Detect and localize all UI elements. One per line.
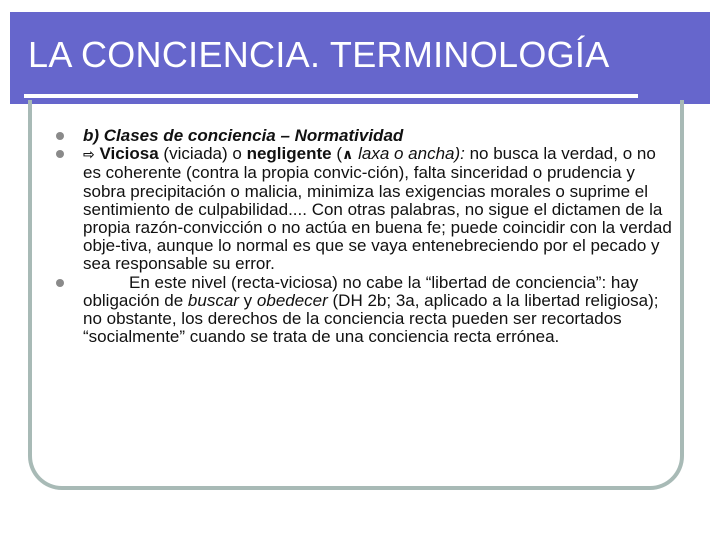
arrow-symbol-icon: ⇨ [83, 147, 95, 164]
bullet-dot-icon [56, 132, 64, 140]
bullet-item-2 [62, 145, 672, 273]
text-fragment: y [238, 290, 257, 310]
bullet-dot-icon [56, 279, 64, 287]
obedecer-term: obedecer [256, 290, 328, 310]
bullet-dot-icon [56, 150, 64, 158]
laxa-label: laxa o ancha): [353, 144, 465, 164]
buscar-term: buscar [187, 290, 239, 310]
wedge-symbol-icon: ∧ [341, 147, 354, 164]
slide-body [62, 127, 672, 346]
section-heading: b) Clases de conciencia – Normatividad [83, 126, 404, 145]
text-fragment: En este nivel (recta-viciosa) no cabe la “libertad de conciencia”: hay obligación de [83, 272, 639, 310]
viciosa-label: Viciosa [99, 144, 159, 164]
bullet-item-1 [62, 127, 672, 145]
text-fragment: ( [331, 144, 342, 164]
bullet-item-3 [62, 274, 672, 347]
text-fragment: (DH 2b; 3a, aplicado a la libertad religiosa); no obstante, los derechos de la conciencia recta pueden ser recortados “socialmente” cuando se trata de una conciencia recta errónea. [83, 290, 659, 347]
negligente-label: negligente [246, 144, 332, 164]
title-underline [24, 94, 638, 98]
slide-title: LA CONCIENCIA. TERMINOLOGÍA [28, 34, 610, 75]
text-fragment: (viciada) o [158, 144, 247, 164]
text-fragment: no busca la verdad, o no es coherente (contra la propia convic-ción), falta sinceridad o prudencia y sobra precipitación o malicia, minimiza las exigencias morales o suprime el sentimiento de culpabilidad.... Con otras palabras, no sigue el dictamen de la propia razón-convicción o no actúa en buena fe; puede coincidir con la verdad obje-tiva, aunque lo normal es que se vaya entenebreciendo por el pecado y sea responsable su error. [83, 144, 672, 274]
